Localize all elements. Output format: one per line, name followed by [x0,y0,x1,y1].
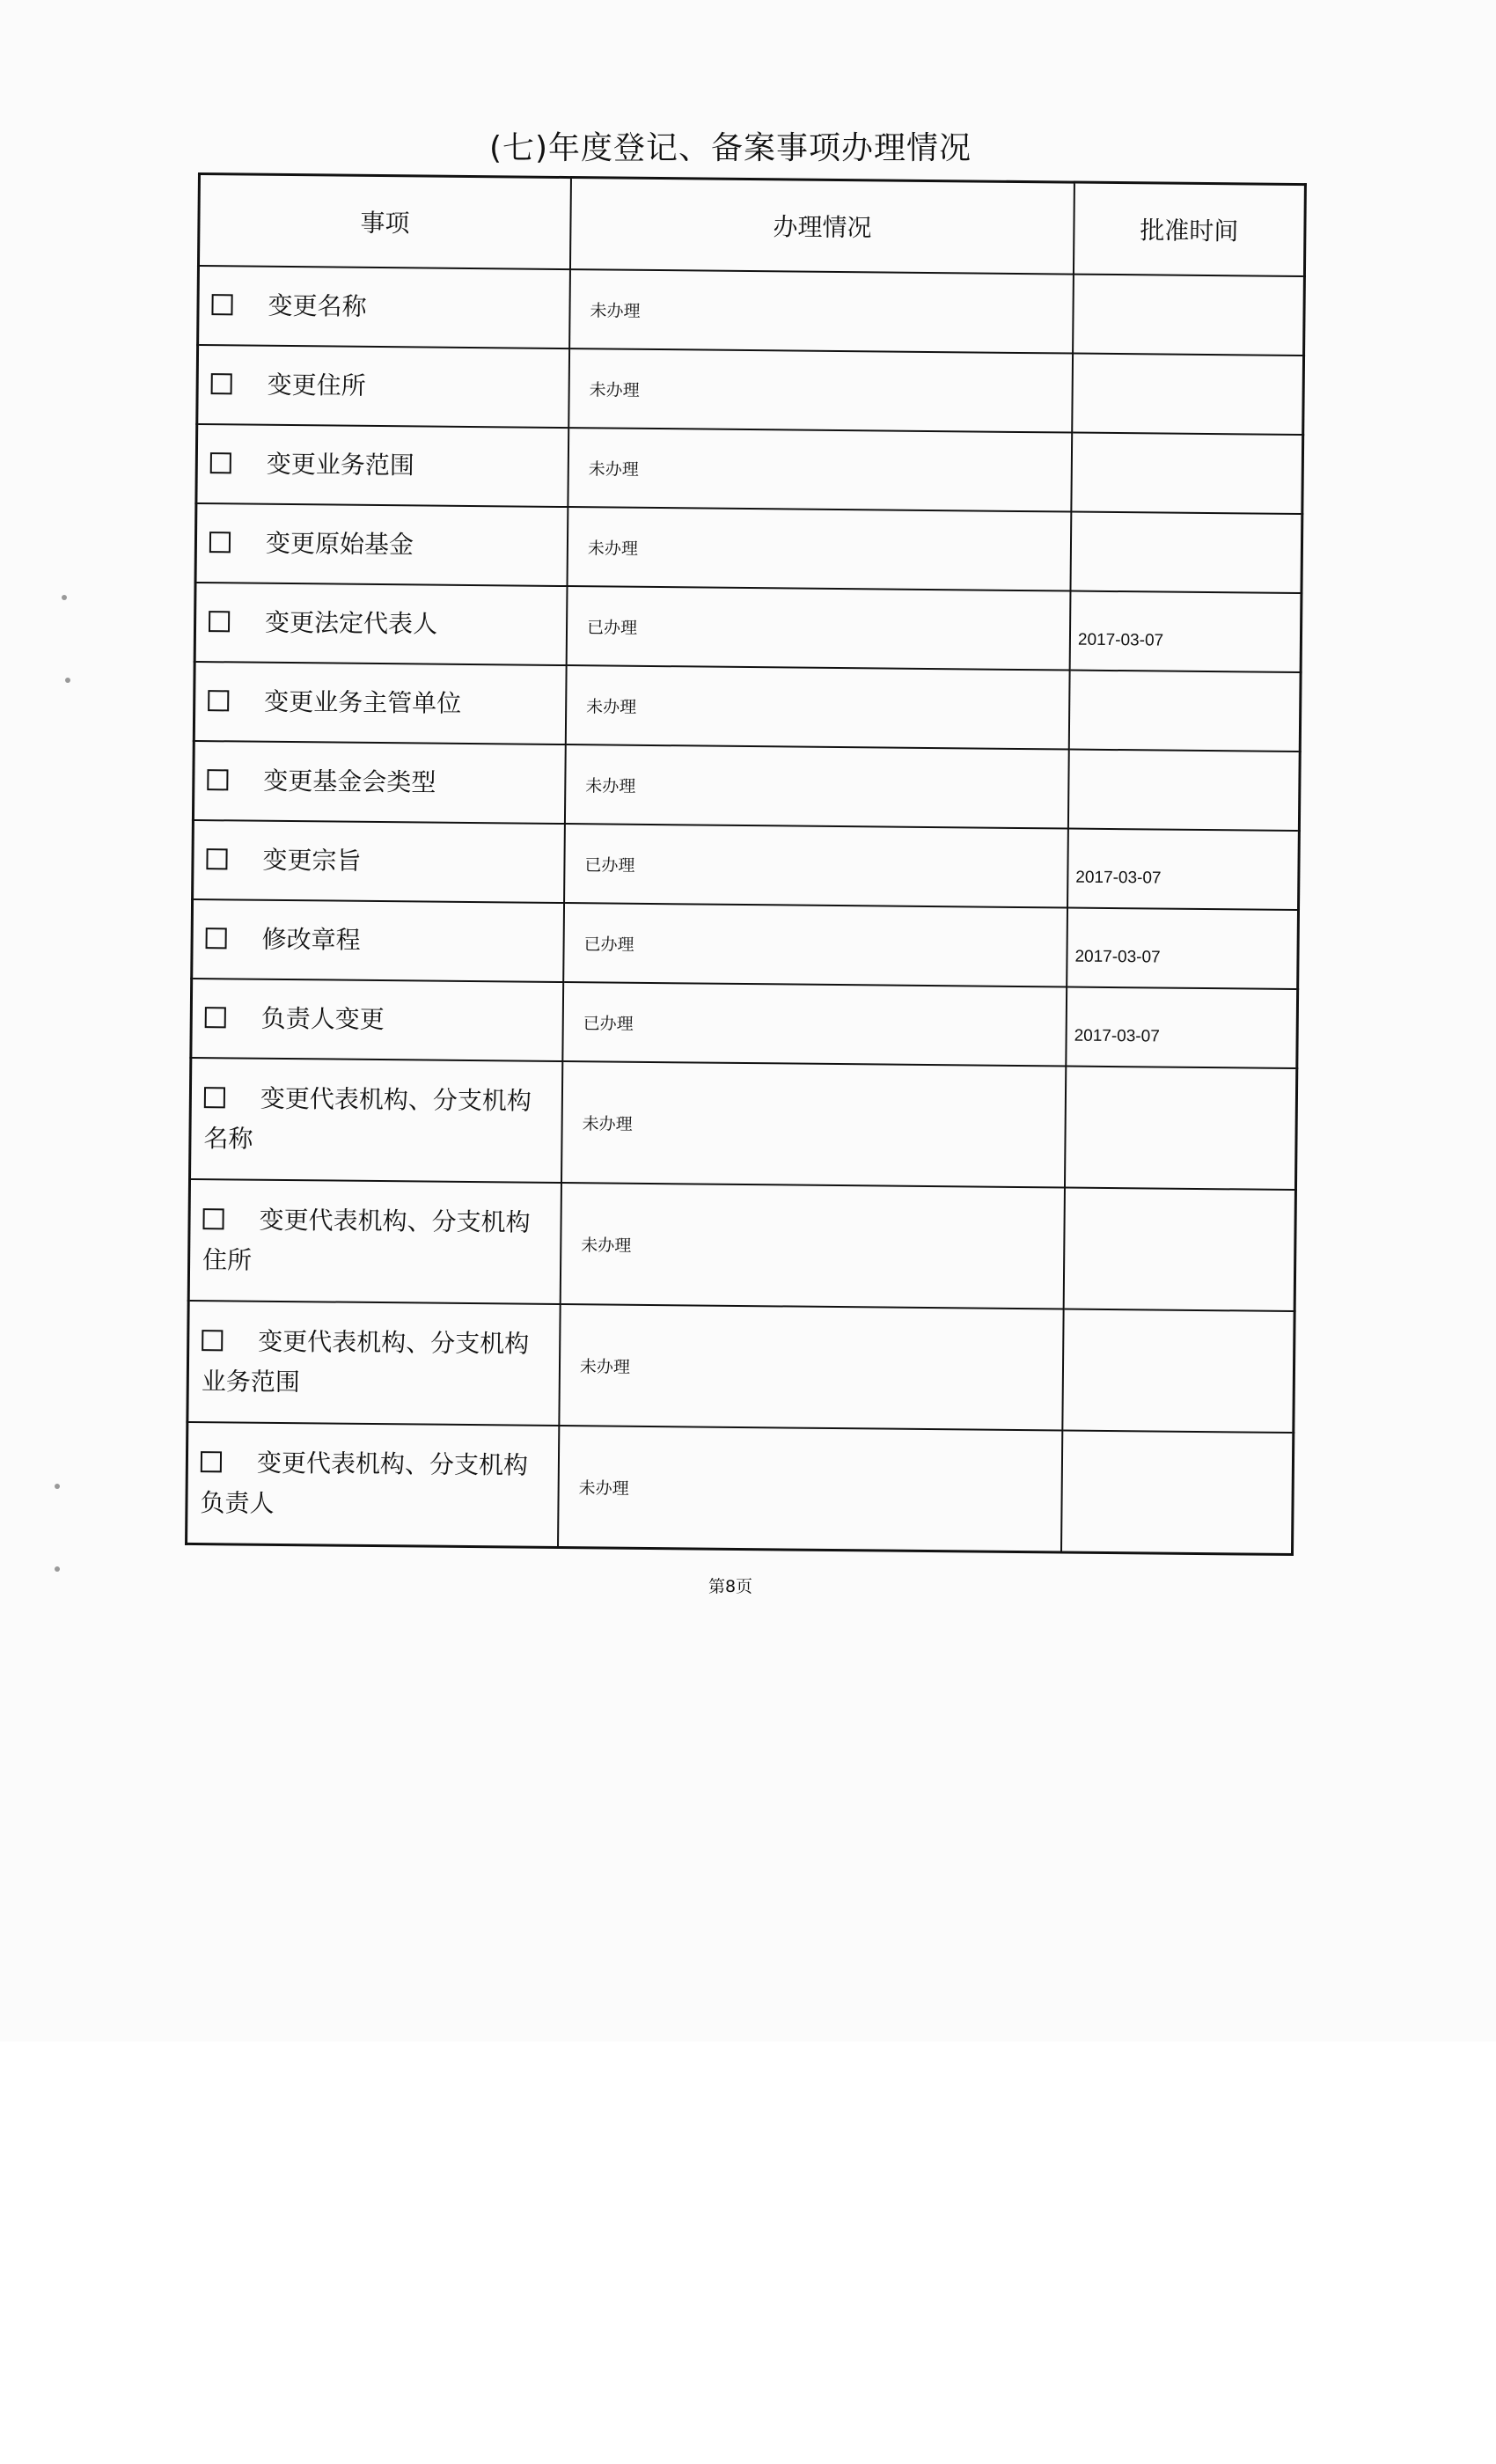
status-cell: 未办理 [559,1304,1063,1430]
item-cell [194,662,566,744]
table-row [195,503,1302,593]
item-label: 变更业务范围 [266,449,414,480]
status-cell: 未办理 [569,269,1074,353]
checkbox-icon[interactable] [206,928,227,949]
checkbox-icon[interactable] [207,769,228,790]
table-row [197,345,1304,435]
date-cell [1066,987,1297,1069]
date-text [1076,809,1298,830]
checkbox-icon[interactable] [211,373,232,394]
status-cell: 未办理 [566,665,1070,749]
table-row [194,662,1301,752]
checkbox-icon[interactable] [209,532,231,553]
item-cell [193,820,565,903]
checkbox-icon[interactable] [211,294,232,315]
checkbox-icon[interactable] [208,690,229,711]
table-row [193,741,1300,831]
item-cell [195,503,568,586]
date-text [1070,1411,1292,1432]
date-text [1077,730,1299,751]
status-cell: 未办理 [568,507,1072,590]
table-row [187,1422,1294,1555]
table-row [188,1179,1295,1311]
item-cell [187,1422,560,1548]
date-cell [1062,1309,1294,1434]
margin-speck [55,1484,60,1489]
date-cell [1064,1188,1296,1312]
date-text [1079,492,1301,513]
status-cell: 未办理 [568,348,1073,432]
status-cell: 未办理 [565,744,1069,828]
margin-speck [62,595,67,600]
item-label: 变更法定代表人 [264,607,438,639]
date-text [1073,1168,1294,1189]
date-text [1072,1289,1294,1310]
status-cell: 未办理 [558,1426,1062,1552]
checkbox-icon[interactable] [202,1330,223,1351]
item-label: 变更代表机构、分支机构名称 [203,1083,532,1154]
item-label: 变更基金会类型 [263,766,436,797]
table-row [198,266,1305,356]
item-cell [190,1058,563,1183]
date-cell [1073,275,1304,356]
item-cell [198,266,570,348]
date-cell [1071,433,1302,515]
date-cell [1061,1430,1294,1554]
header-date: 批准时间 [1074,182,1305,276]
table-row [193,820,1300,910]
page-number: 第8页 [708,1577,753,1596]
status-cell: 未办理 [568,428,1072,511]
table-row [192,899,1299,989]
date-cell [1067,829,1299,911]
header-status: 办理情况 [570,178,1074,275]
status-cell: 未办理 [561,1183,1065,1309]
date-cell [1072,354,1303,436]
table-row [194,583,1302,672]
item-cell [194,583,567,665]
item-label: 负责人变更 [260,1003,385,1035]
date-text: 2017-03-07 [1074,1026,1160,1046]
item-cell [187,1301,561,1426]
table-header-row [198,174,1305,277]
date-text: 2017-03-07 [1075,868,1162,888]
item-label: 变更代表机构、分支机构住所 [202,1205,531,1275]
status-cell: 已办理 [564,824,1068,907]
checkbox-icon[interactable] [210,452,231,473]
item-label: 变更原始基金 [265,528,414,560]
checkbox-icon[interactable] [209,611,230,632]
item-cell [193,741,565,824]
margin-speck [65,678,70,683]
status-cell: 已办理 [567,586,1071,670]
item-cell [191,979,563,1061]
registration-table [185,172,1307,1556]
header-item: 事项 [198,174,570,270]
item-label: 变更名称 [268,290,367,321]
status-cell: 未办理 [561,1061,1066,1187]
status-cell: 已办理 [562,982,1067,1066]
date-text: 2017-03-07 [1074,947,1161,967]
date-text: 2017-03-07 [1077,630,1164,650]
item-label: 变更代表机构、分支机构负责人 [200,1448,529,1518]
date-text [1069,1532,1291,1553]
checkbox-icon[interactable] [202,1208,224,1229]
date-text [1081,334,1302,355]
date-cell [1065,1067,1297,1191]
table-container [185,172,1298,1556]
checkbox-icon[interactable] [206,848,227,869]
date-cell [1070,591,1302,673]
item-cell [197,345,569,428]
date-cell [1068,750,1300,832]
date-text [1080,413,1302,434]
item-cell [192,899,564,982]
date-cell [1069,671,1301,752]
page-title: (七)年度登记、备案事项办理情况 [488,130,972,166]
item-label: 修改章程 [261,924,361,955]
table-row [196,424,1303,514]
item-label: 变更代表机构、分支机构业务范围 [201,1326,530,1397]
item-label: 变更住所 [267,370,366,400]
margin-speck [55,1566,60,1572]
checkbox-icon[interactable] [205,1007,226,1028]
checkbox-icon[interactable] [204,1087,225,1108]
checkbox-icon[interactable] [201,1451,222,1472]
table-row [190,1058,1297,1190]
date-cell [1070,512,1302,594]
item-label: 变更宗旨 [262,845,362,876]
item-cell [196,424,568,507]
item-cell [188,1179,561,1304]
table-row [191,979,1298,1068]
status-cell: 已办理 [563,903,1067,986]
table-row [187,1301,1294,1433]
date-cell [1067,908,1298,990]
date-text [1078,571,1300,592]
item-label: 变更业务主管单位 [264,686,462,718]
